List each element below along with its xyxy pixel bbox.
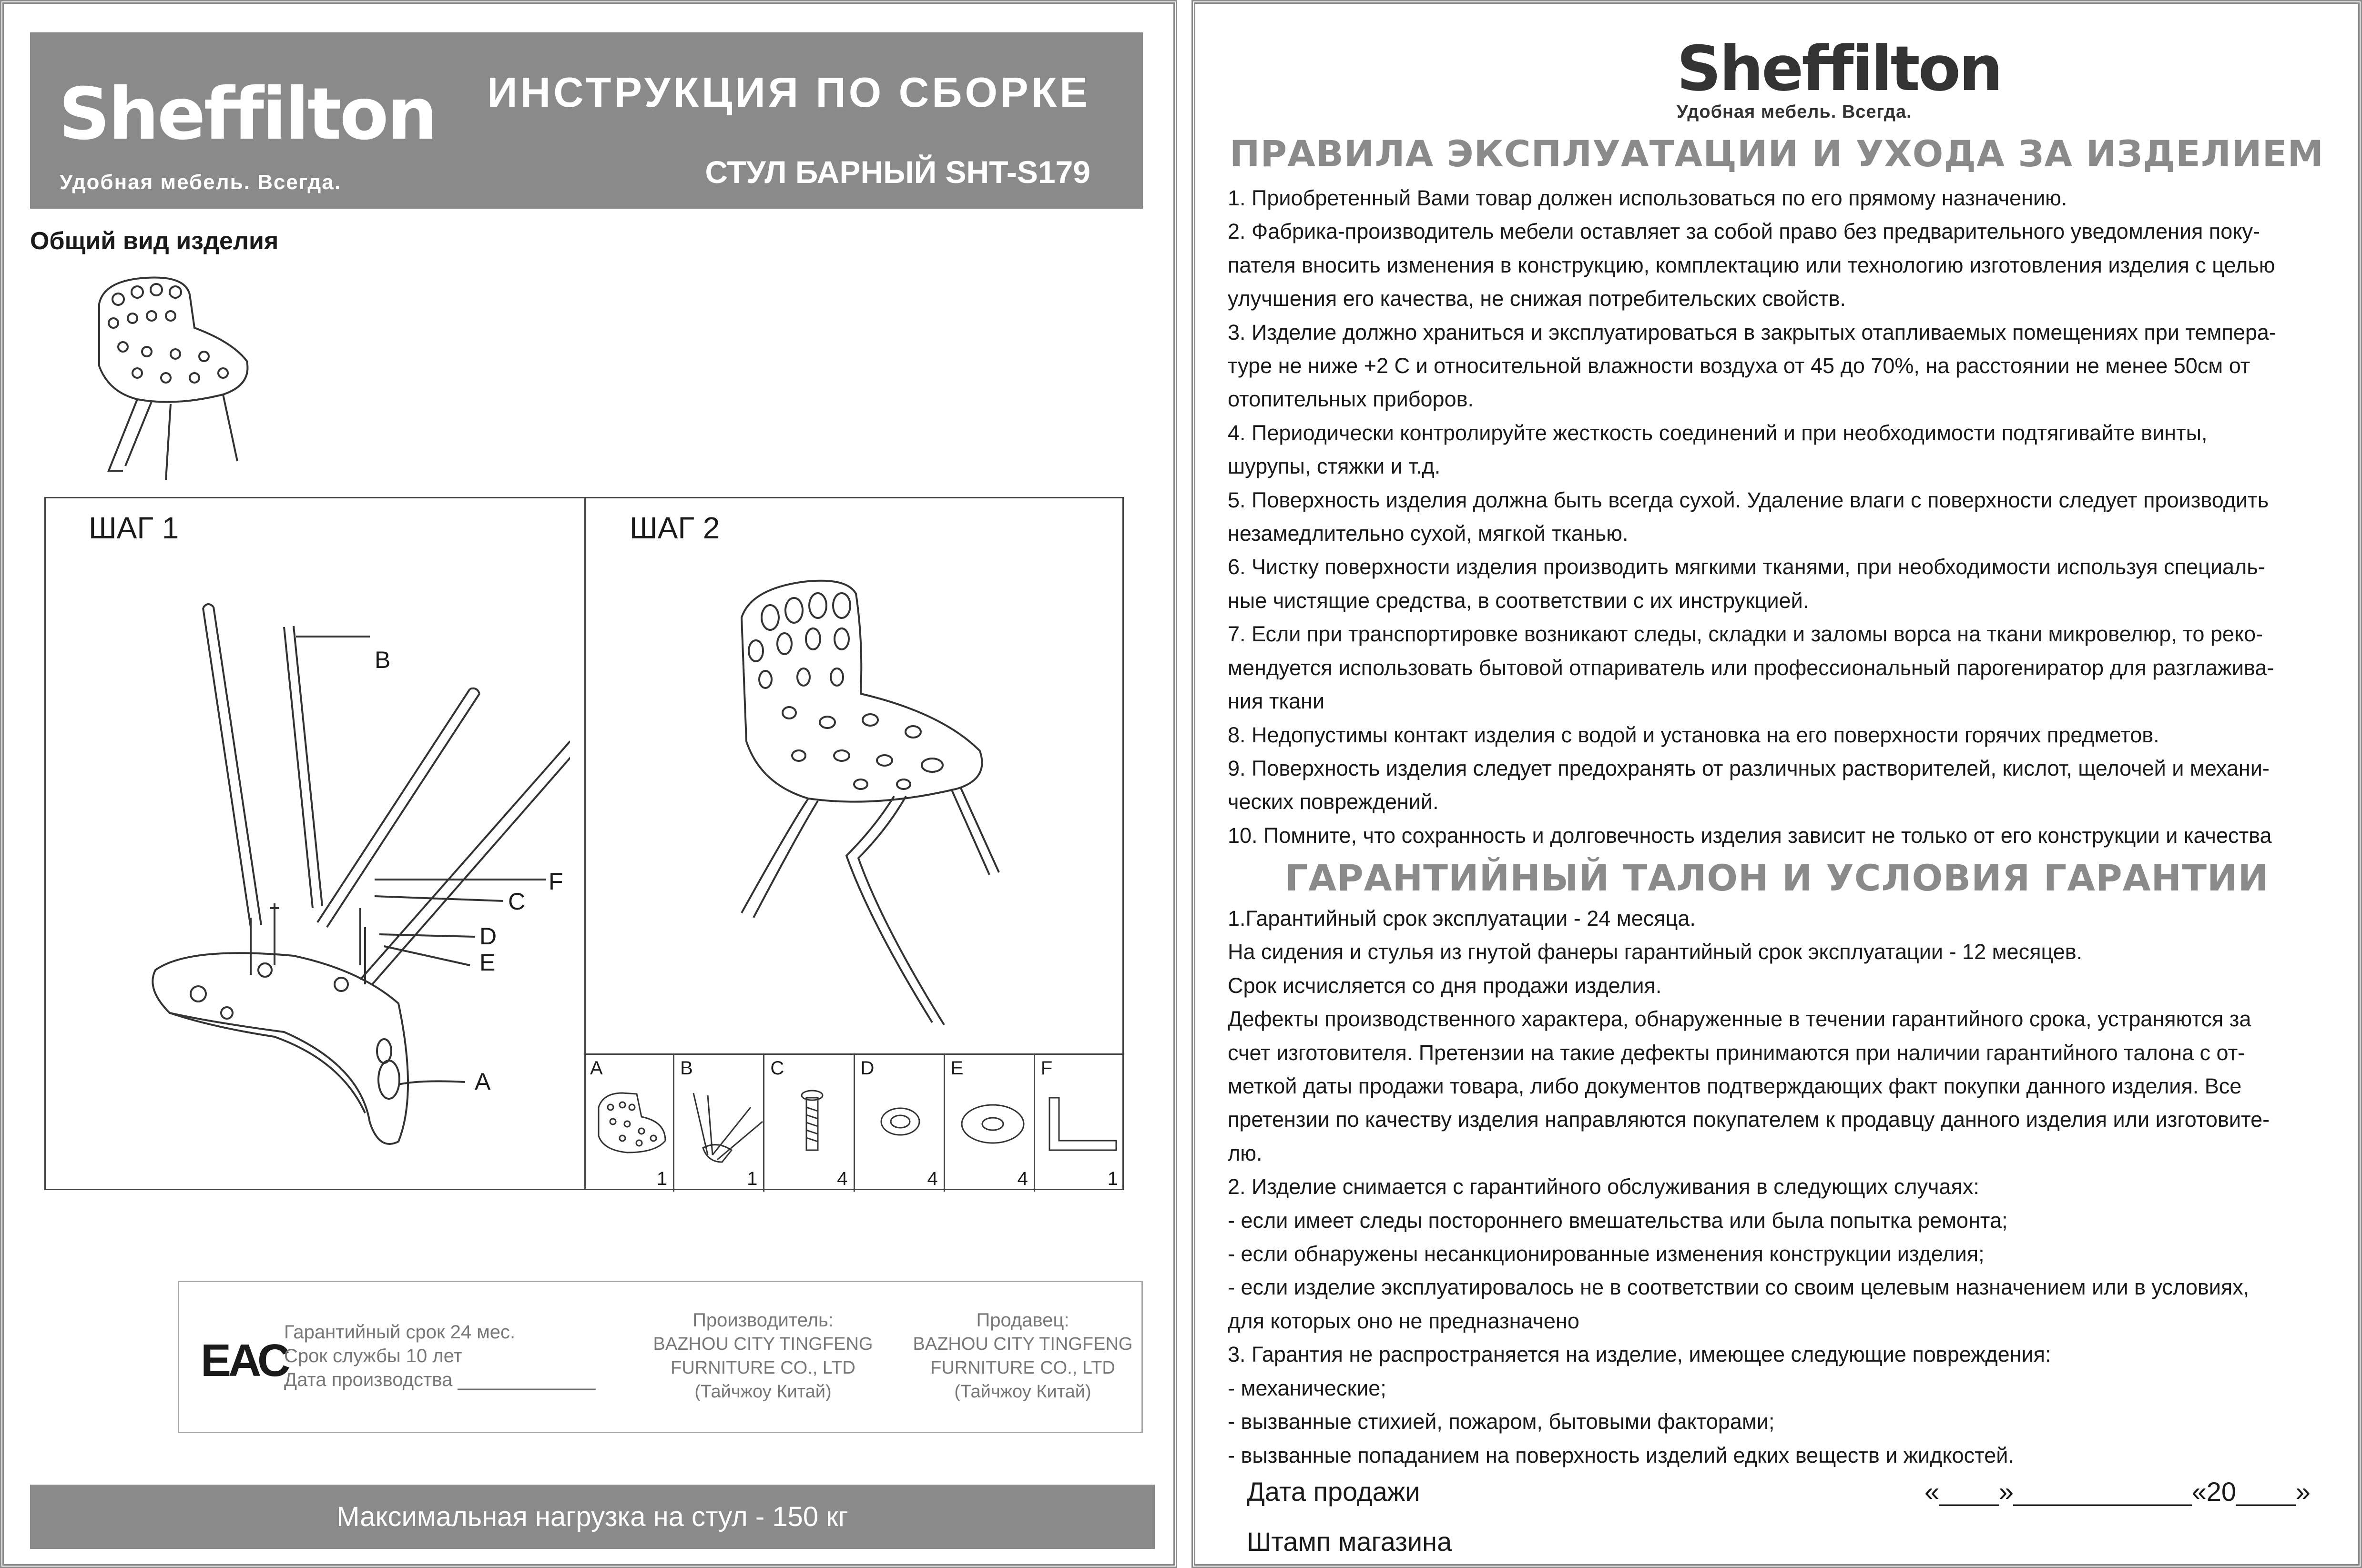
care-warranty-page bbox=[1191, 0, 2362, 1568]
parts-list bbox=[584, 1053, 1124, 1192]
care-rules-heading: ПРАВИЛА ЭКСПЛУАТАЦИИ И УХОДА ЗА ИЗДЕЛИЕМ bbox=[1229, 132, 2324, 175]
text-line: лю. bbox=[1228, 1141, 1262, 1165]
part-qty: 1 bbox=[656, 1168, 668, 1189]
step-1-label: ШАГ 1 bbox=[89, 511, 179, 545]
text-line: 4. Периодически контролируйте жесткость соединений и при необходимости подтягивайте винты, bbox=[1228, 420, 2208, 445]
brand-tagline: Удобная мебель. Всегда. bbox=[60, 171, 342, 194]
text-line: Срок исчисляется со дня продажи изделия. bbox=[1228, 973, 1662, 998]
text-line: шурупы, стяжки и т.д. bbox=[1228, 454, 1441, 479]
seller-name: FURNITURE CO., LTD bbox=[930, 1358, 1115, 1378]
part-qty: 1 bbox=[747, 1168, 758, 1189]
part-letter: F bbox=[1040, 1058, 1053, 1079]
text-line: - если обнаружены несанкционированные изменения конструкции изделия; bbox=[1228, 1242, 1985, 1266]
text-line: отопительных приборов. bbox=[1228, 387, 1474, 412]
assembly-steps bbox=[44, 497, 1124, 1190]
text-line: ные чистящие средства, в соответствии с их инструкцией. bbox=[1228, 588, 1809, 613]
part-letter: E bbox=[950, 1058, 964, 1079]
text-line: 2. Изделие снимается с гарантийного обслуживания в следующих случаях: bbox=[1228, 1174, 1979, 1199]
chair-overview-icon bbox=[80, 271, 261, 485]
text-line: ния ткани bbox=[1228, 689, 1325, 714]
text-line: претензии по качеству изделия направляются покупателем к продавцу данного изделия или изготовите- bbox=[1228, 1107, 2270, 1132]
text-line: - вызванные попаданием на поверхность изделий едких веществ и жидкостей. bbox=[1228, 1443, 2014, 1467]
text-line: - если имеет следы постороннего вмешательства или была попытка ремонта; bbox=[1228, 1208, 2008, 1233]
warranty-summary bbox=[284, 1320, 596, 1392]
step-2-label: ШАГ 2 bbox=[630, 511, 720, 545]
manufacturer-place: (Тайчжоу Китай) bbox=[694, 1382, 832, 1402]
care-rules-list bbox=[1228, 182, 2348, 852]
header-banner bbox=[30, 32, 1143, 209]
manufacturer-name: BAZHOU CITY TINGFENG bbox=[653, 1334, 873, 1354]
part-qty: 1 bbox=[1107, 1168, 1119, 1189]
warranty-terms-list bbox=[1228, 902, 2348, 1472]
text-line: счет изготовителя. Претензии на такие дефекты принимаются при наличии гарантийного талона с от- bbox=[1228, 1040, 2245, 1065]
part-qty: 4 bbox=[927, 1168, 938, 1189]
seller-label: Продавец: bbox=[976, 1310, 1069, 1331]
brand-tagline: Удобная мебель. Всегда. bbox=[1677, 102, 1912, 122]
callout-a: A bbox=[475, 1068, 491, 1095]
part-letter: B bbox=[680, 1058, 693, 1079]
general-view-label: Общий вид изделия bbox=[30, 227, 279, 255]
seller-place: (Тайчжоу Китай) bbox=[954, 1382, 1091, 1402]
text-line: 3. Гарантия не распространяется на изделие, имеющее следующие повреждения: bbox=[1228, 1342, 2051, 1367]
manufacturer-label: Производитель: bbox=[692, 1310, 834, 1331]
text-line: 7. Если при транспортировке возникают следы, складки и заломы ворса на ткани микровелюр, то реко- bbox=[1228, 622, 2263, 647]
text-line: ческих повреждений. bbox=[1228, 789, 1439, 814]
text-line: 8. Недопустимы контакт изделия с водой и установка на его поверхности горячих предметов. bbox=[1228, 722, 2159, 747]
manufacturer-name: FURNITURE CO., LTD bbox=[671, 1358, 855, 1378]
leg-frame-icon bbox=[684, 1088, 765, 1164]
brand-logo-block bbox=[1677, 32, 2001, 122]
eac-mark: ЕАС bbox=[201, 1335, 288, 1386]
text-line: - вызванные стихией, пожаром, бытовыми факторами; bbox=[1228, 1409, 1775, 1434]
seller-info bbox=[908, 1308, 1137, 1404]
part-b bbox=[673, 1055, 763, 1192]
text-line: 3. Изделие должно храниться и эксплуатироваться в закрытых отапливаемых помещениях при темпера- bbox=[1228, 320, 2276, 344]
text-line: 5. Поверхность изделия должна быть всегда сухой. Удаление влаги с поверхности следует производить bbox=[1228, 487, 2269, 512]
production-date: Дата производства _____________ bbox=[284, 1369, 596, 1390]
callout-b: B bbox=[375, 647, 391, 673]
text-line: меткой даты продажи товара, либо документов подтверждающих факт покупки данного изделия. Все bbox=[1228, 1074, 2242, 1099]
part-a bbox=[584, 1055, 673, 1192]
callout-e: E bbox=[479, 949, 496, 976]
sale-date-label: Дата продажи bbox=[1247, 1477, 1420, 1507]
product-info-box bbox=[178, 1281, 1143, 1433]
text-line: туре не ниже +2 С и относительной влажности воздуха от 45 до 70%, на расстоянии не менее 50см от bbox=[1228, 354, 2250, 378]
text-line: незамедлительно сухой, мягкой тканью. bbox=[1228, 521, 1629, 546]
seat-icon bbox=[594, 1088, 670, 1160]
text-line: мендуется использовать бытовой отпариватель или профессиональный парогениратор для разглажива- bbox=[1228, 655, 2274, 680]
text-line: Дефекты производственного характера, обнаруженные в течении гарантийного срока, устраняются за bbox=[1228, 1007, 2251, 1032]
text-line: пателя вносить изменения в конструкцию, комплектацию или технологию изготовления изделия с целью bbox=[1228, 253, 2275, 277]
warranty-heading: ГАРАНТИЙНЫЙ ТАЛОН И УСЛОВИЯ ГАРАНТИИ bbox=[1284, 857, 2269, 899]
callout-c: C bbox=[508, 888, 526, 915]
brand-logo: Sheffilton bbox=[1677, 32, 2001, 105]
callout-f: F bbox=[549, 868, 563, 895]
spring-washer-icon bbox=[872, 1088, 948, 1164]
text-line: 2. Фабрика-производитель мебели оставляет за собой право без предварительного уведомления поку- bbox=[1228, 219, 2260, 244]
part-c bbox=[763, 1055, 853, 1192]
text-line: улучшения его качества, не снижая потребительских свойств. bbox=[1228, 286, 1846, 311]
part-e bbox=[944, 1055, 1034, 1192]
text-line: 1. Приобретенный Вами товар должен использоваться по его прямому назначению. bbox=[1228, 186, 2067, 210]
text-line: 6. Чистку поверхности изделия производить мягкими тканями, при необходимости используя специаль- bbox=[1228, 555, 2265, 579]
store-stamp-label: Штамп магазина bbox=[1247, 1527, 1452, 1557]
text-line: 9. Поверхность изделия следует предохранять от различных растворителей, кислот, щелочей и механи- bbox=[1228, 756, 2270, 780]
text-line: На сидения и стулья из гнутой фанеры гарантийный срок эксплуатации - 12 месяцев. bbox=[1228, 940, 2083, 964]
part-f bbox=[1034, 1055, 1124, 1192]
text-line: 10. Помните, что сохранность и долговечность изделия зависит не только от его конструкции и качества bbox=[1228, 823, 2272, 848]
part-letter: C bbox=[770, 1058, 784, 1079]
assembly-instruction-page bbox=[0, 0, 1177, 1568]
part-qty: 4 bbox=[1017, 1168, 1028, 1189]
warranty-term: Гарантийный срок 24 мес. bbox=[284, 1322, 516, 1343]
hex-key-icon bbox=[1045, 1088, 1126, 1164]
flat-washer-icon bbox=[957, 1088, 1038, 1164]
brand-logo: Sheffilton bbox=[59, 73, 436, 156]
part-d bbox=[854, 1055, 944, 1192]
max-load-banner: Максимальная нагрузка на стул - 150 кг bbox=[30, 1485, 1155, 1549]
text-line: для которых оно не предназначено bbox=[1228, 1308, 1579, 1333]
document-title: ИНСТРУКЦИЯ ПО СБОРКЕ bbox=[487, 69, 1090, 116]
seller-name: BAZHOU CITY TINGFENG bbox=[913, 1334, 1133, 1354]
part-letter: A bbox=[590, 1058, 603, 1079]
callout-d: D bbox=[479, 923, 497, 950]
product-name: СТУЛ БАРНЫЙ SHT-S179 bbox=[705, 154, 1090, 190]
part-qty: 4 bbox=[837, 1168, 848, 1189]
service-life: Срок службы 10 лет bbox=[284, 1345, 462, 1366]
text-line: 1.Гарантийный срок эксплуатации - 24 месяца. bbox=[1228, 906, 1696, 931]
manufacturer-info bbox=[649, 1308, 877, 1404]
step-1-diagram bbox=[93, 594, 570, 1156]
text-line: - если изделие эксплуатировалось не в соответствии со своим целевым назначением или в условиях, bbox=[1228, 1275, 2250, 1300]
step-2-diagram bbox=[646, 560, 1051, 1037]
part-letter: D bbox=[860, 1058, 875, 1079]
sale-date-field: «____»____________«20____» bbox=[1924, 1477, 2311, 1507]
text-line: - механические; bbox=[1228, 1376, 1386, 1400]
